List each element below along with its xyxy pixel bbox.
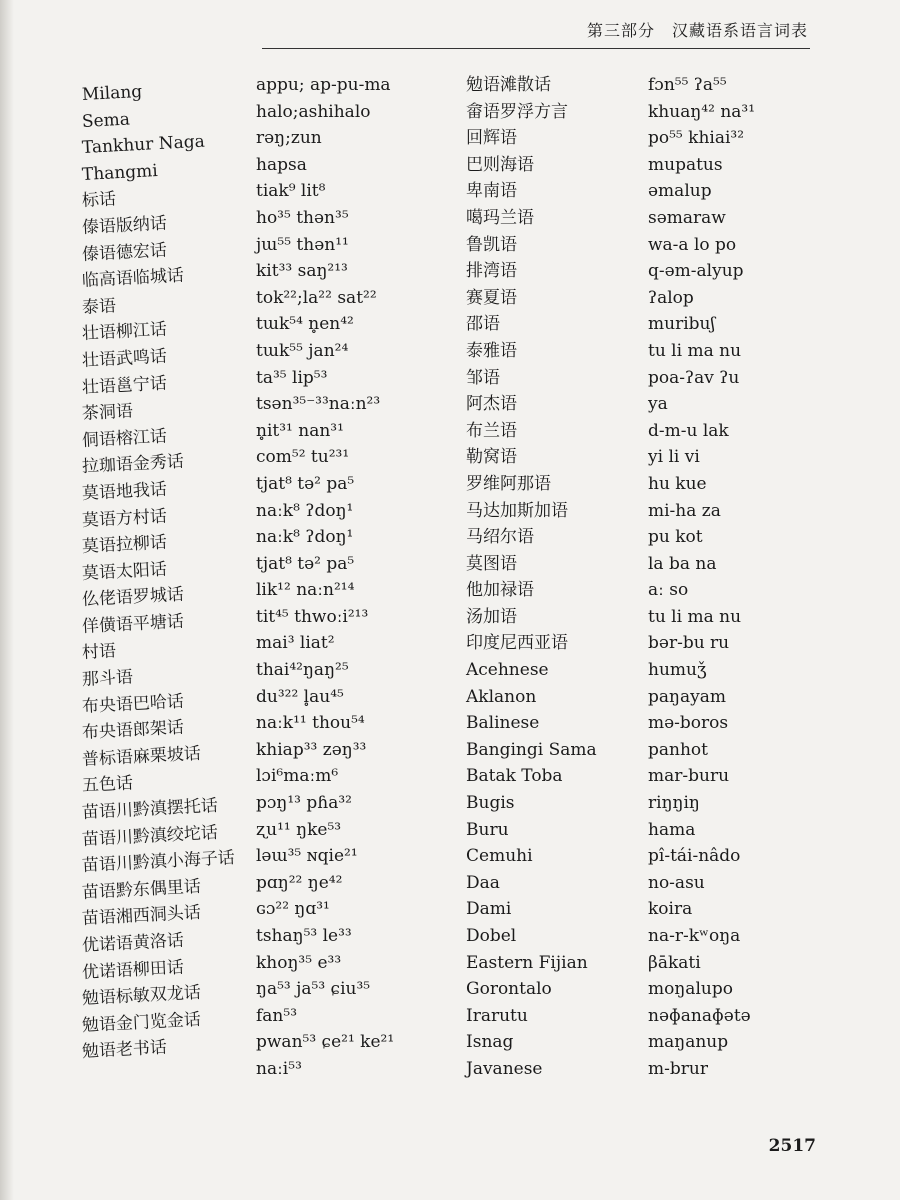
- word-form: fɔn⁵⁵ ʔa⁵⁵: [648, 75, 727, 95]
- word-form: pî-tái-nâdo: [648, 846, 741, 867]
- language-name: 标话: [81, 189, 117, 212]
- word-form: po⁵⁵ khiai³²: [648, 128, 745, 149]
- word-form: koira: [648, 899, 693, 920]
- word-form: moŋalupo: [648, 979, 733, 1000]
- word-form: yi li vi: [648, 447, 700, 468]
- language-name: 普标语麻栗坡话: [81, 743, 202, 770]
- word-form: naːk¹¹ thou⁵⁴: [256, 713, 365, 734]
- language-name: Milang: [81, 81, 143, 105]
- language-name: 苗语湘西洞头话: [81, 903, 202, 930]
- word-form: khiap³³ zəŋ³³: [256, 739, 367, 760]
- language-name: 印度尼西亚语: [466, 633, 568, 654]
- language-name: Daa: [466, 872, 500, 893]
- word-form: ho³⁵ thən³⁵: [256, 207, 349, 228]
- language-name: 优诺语柳田话: [81, 957, 185, 983]
- language-name: 莫语太阳话: [81, 559, 168, 584]
- word-form: mə-boros: [648, 713, 729, 734]
- word-form: hama: [648, 819, 696, 840]
- language-name: 苗语黔东偶里话: [81, 876, 202, 903]
- language-column-left: [82, 82, 235, 1066]
- word-form: tjat⁸ tə² pa⁵: [256, 473, 355, 494]
- language-name: 泰语: [81, 295, 117, 318]
- page-gutter-shadow: [0, 0, 14, 1200]
- language-name: 勉语老书话: [81, 1037, 168, 1063]
- header-rule: [262, 48, 810, 49]
- language-name: 佯僙语平塘话: [81, 611, 185, 637]
- language-name: 泰雅语: [466, 340, 517, 361]
- word-form: m-brur: [648, 1058, 708, 1079]
- word-form: n̥it³¹ nan³¹: [256, 420, 344, 441]
- word-form: ta³⁵ lip⁵³: [256, 367, 328, 388]
- language-name: 壮语武鸣话: [81, 346, 168, 371]
- word-form: mar-buru: [648, 766, 730, 787]
- word-form: ʔalop: [648, 287, 694, 308]
- word-form: paŋayam: [648, 686, 726, 707]
- language-name: 拉珈语金秀话: [81, 451, 185, 478]
- word-form: d-m-u lak: [648, 420, 729, 441]
- language-name: Cemuhi: [466, 846, 533, 867]
- language-name: 邵语: [466, 314, 500, 335]
- language-name: 布央语郎架话: [81, 717, 185, 744]
- word-form: pɑŋ²² ŋe⁴²: [256, 872, 343, 893]
- word-form: halo;ashihalo: [256, 101, 371, 122]
- language-name: Sema: [81, 109, 131, 132]
- language-name: Buru: [466, 819, 509, 840]
- language-name: Tankhur Naga: [81, 131, 206, 159]
- word-form: bər-bu ru: [648, 633, 730, 654]
- language-name: 茶洞语: [81, 401, 134, 425]
- language-name: 邹语: [466, 367, 500, 388]
- word-form: mai³ liat²: [256, 633, 335, 654]
- word-form: tshaŋ⁵³ le³³: [256, 926, 352, 946]
- language-name: Gorontalo: [466, 979, 552, 1000]
- word-form: mupatus: [648, 154, 723, 175]
- language-name: Acehnese: [466, 660, 549, 681]
- word-form: tiak⁹ lit⁸: [256, 181, 326, 202]
- word-form: pu kot: [648, 527, 703, 548]
- word-form: hapsa: [256, 154, 307, 175]
- word-form: humuǯ: [648, 660, 707, 681]
- language-name: Batak Toba: [466, 766, 563, 787]
- language-name: 苗语川黔滇小海子话: [81, 848, 236, 877]
- word-form: no-asu: [648, 872, 705, 893]
- word-form: poa-ʔav ʔu: [648, 367, 740, 388]
- word-form: muribuʃ: [648, 314, 716, 335]
- word-form: naːk⁸ ʔdoŋ¹: [256, 500, 354, 521]
- word-form: thai⁴²ŋaŋ²⁵: [256, 660, 349, 681]
- word-form: naːi⁵³: [256, 1058, 302, 1079]
- language-name: 勉语标敏双龙话: [81, 982, 202, 1010]
- language-name: Bugis: [466, 793, 515, 814]
- word-form: khoŋ³⁵ e³³: [256, 952, 342, 973]
- word-form: nəɸanaɸətə: [648, 1005, 751, 1026]
- language-name: 那斗语: [81, 667, 134, 691]
- language-name: Bangingi Sama: [466, 739, 597, 760]
- language-name: 畲语罗浮方言: [466, 101, 568, 122]
- language-name: 莫图语: [466, 553, 517, 574]
- word-form: tit⁴⁵ thwoːi²¹³: [256, 606, 369, 627]
- word-form: appu; ap-pu-ma: [256, 75, 391, 95]
- form-column-left: [256, 72, 394, 1083]
- word-form: q-əm-alyup: [648, 261, 744, 282]
- word-form: tɯk⁵⁵ jan²⁴: [256, 340, 349, 361]
- language-name: 噶玛兰语: [466, 207, 534, 228]
- language-name: 苗语川黔滇绞坨话: [81, 822, 219, 850]
- language-name: 他加禄语: [466, 580, 534, 601]
- word-form: maŋanup: [648, 1032, 729, 1053]
- word-form: rəŋ;zun: [256, 128, 322, 149]
- language-name: 勉语金门览金话: [81, 1009, 202, 1036]
- language-name: 傣语版纳话: [81, 213, 168, 238]
- language-name: 勉语滩散话: [466, 75, 551, 95]
- language-name: 五色话: [81, 773, 134, 797]
- word-form: fan⁵³: [256, 1005, 298, 1026]
- language-name: 仫佬语罗城话: [81, 584, 185, 611]
- language-name: 赛夏语: [466, 287, 517, 308]
- word-form: naːk⁸ ʔdoŋ¹: [256, 527, 354, 548]
- language-name: 壮语邕宁话: [81, 373, 168, 398]
- word-form: du³²² l̥au⁴⁵: [256, 686, 344, 707]
- word-form: pwan⁵³ ɕe²¹ ke²¹: [256, 1032, 395, 1053]
- word-form: riŋŋiŋ: [648, 793, 700, 814]
- language-name: Javanese: [466, 1058, 543, 1079]
- language-name: 苗语川黔滇摆托话: [81, 795, 219, 824]
- language-name: 汤加语: [466, 606, 517, 627]
- word-form: mi-ha za: [648, 500, 721, 521]
- word-form: tjat⁸ tə² pa⁵: [256, 553, 355, 574]
- language-name: Dami: [466, 899, 512, 920]
- word-form: pɔŋ¹³ pɦa³²: [256, 793, 352, 814]
- language-name: 傣语德宏话: [81, 240, 168, 265]
- word-form: na-r-kʷoŋa: [648, 926, 741, 946]
- word-form: panhot: [648, 739, 708, 760]
- language-name: 回辉语: [466, 128, 517, 149]
- word-form: tsən³⁵⁻³³naːn²³: [256, 394, 381, 415]
- language-name: 莫语地我话: [81, 479, 168, 504]
- word-form: tu li ma nu: [648, 340, 742, 361]
- word-form: tok²²;la²² sat²²: [256, 287, 377, 308]
- language-name: 布兰语: [466, 420, 517, 441]
- language-name: 罗维阿那语: [466, 473, 551, 494]
- word-form: wa-a lo po: [648, 234, 737, 255]
- language-name: 优诺语黄洛话: [81, 930, 185, 956]
- language-name: 侗语榕江话: [81, 426, 168, 451]
- language-name: Isnag: [466, 1032, 514, 1053]
- word-form: lik¹² naːn²¹⁴: [256, 580, 355, 601]
- word-form: ŋa⁵³ ja⁵³ ɕiu³⁵: [256, 979, 371, 1000]
- language-name: 莫语拉柳话: [81, 532, 168, 558]
- language-name: 莫语方村话: [81, 506, 168, 531]
- running-head: 第三部分 汉藏语系语言词表: [586, 21, 808, 40]
- page-number: 2517: [768, 1136, 816, 1156]
- word-form: lɔi⁶maːm⁶: [256, 766, 339, 787]
- word-form: jɯ⁵⁵ thən¹¹: [256, 234, 349, 255]
- language-column-right: [466, 72, 597, 1083]
- language-name: Balinese: [466, 713, 540, 734]
- language-name: 排湾语: [466, 261, 517, 282]
- language-name: 布央语巴哈话: [81, 691, 185, 717]
- word-form: βākati: [648, 952, 701, 973]
- language-name: 卑南语: [466, 181, 517, 202]
- language-name: Aklanon: [466, 686, 537, 707]
- language-name: Irarutu: [466, 1005, 528, 1026]
- word-form: kit³³ saŋ²¹³: [256, 261, 348, 282]
- language-name: 鲁凯语: [466, 234, 517, 255]
- word-form: hu kue: [648, 473, 707, 494]
- word-form: ya: [648, 394, 668, 415]
- word-form: aː so: [648, 580, 689, 601]
- language-name: Dobel: [466, 926, 517, 946]
- word-form: com⁵² tu²³¹: [256, 447, 350, 468]
- word-form: səmaraw: [648, 207, 726, 228]
- word-form: la ba na: [648, 553, 717, 574]
- language-name: 村语: [81, 641, 117, 664]
- word-form: ʐu¹¹ ŋke⁵³: [256, 819, 342, 840]
- word-form: tu li ma nu: [648, 606, 742, 627]
- language-name: 阿杰语: [466, 394, 517, 415]
- language-name: 马绍尔语: [466, 527, 534, 548]
- word-form: əmalup: [648, 181, 712, 202]
- word-form: tɯk⁵⁴ n̥en⁴²: [256, 314, 354, 335]
- language-name: 马达加斯加语: [466, 500, 568, 521]
- language-name: 临高语临城话: [81, 265, 185, 292]
- language-name: Thangmi: [81, 160, 159, 185]
- language-name: 壮语柳江话: [81, 319, 168, 345]
- language-name: 巴则海语: [466, 154, 534, 175]
- form-column-right: [648, 72, 755, 1083]
- word-form: ɢɔ²² ŋɑ³¹: [256, 899, 330, 920]
- word-form: ləɯ³⁵ ɴqie²¹: [256, 846, 358, 867]
- language-name: 勒窝语: [466, 447, 517, 468]
- language-name: Eastern Fijian: [466, 952, 588, 973]
- word-form: khuaŋ⁴² na³¹: [648, 101, 756, 122]
